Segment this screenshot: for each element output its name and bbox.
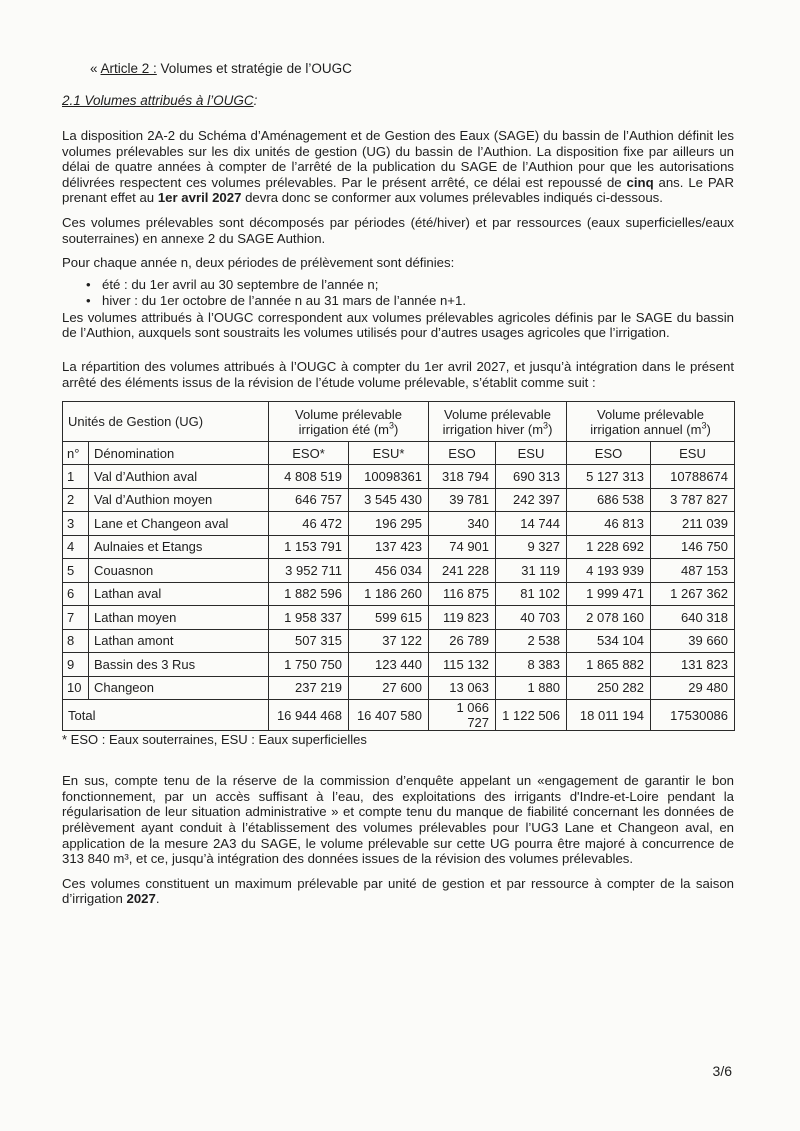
row-value: 1 750 750 xyxy=(269,653,349,677)
subheader-cell: ESU xyxy=(651,442,735,465)
table-row xyxy=(63,653,735,677)
paragraph-1 xyxy=(62,128,734,206)
row-name: Lathan moyen xyxy=(89,606,269,630)
subheader-cell: ESU* xyxy=(349,442,429,465)
total-cell: 16 407 580 xyxy=(349,700,429,731)
row-value: 123 440 xyxy=(349,653,429,677)
row-value: 137 423 xyxy=(349,535,429,559)
table-row xyxy=(63,606,735,630)
row-value: 8 383 xyxy=(496,653,567,677)
row-number: 3 xyxy=(63,512,89,536)
table-row xyxy=(63,488,735,512)
section-title-suffix: : xyxy=(253,93,258,108)
row-value: 1 228 692 xyxy=(567,535,651,559)
paragraph-4: Les volumes attribués à l’OUGC correspondent aux volumes prélevables agricoles définis par le SAGE du bassin de l’Authion, auxquels sont soustraits les volumes utilisés pour d’autres usages agricoles que l’irrigation. xyxy=(62,309,734,341)
subheader-cell: ESO xyxy=(567,442,651,465)
row-value: 46 472 xyxy=(269,512,349,536)
row-value: 1 882 596 xyxy=(269,582,349,606)
row-name: Couasnon xyxy=(89,559,269,583)
p1-e: devra donc se conformer aux volumes prélevables indiqués ci-dessous. xyxy=(241,190,663,206)
row-value: 534 104 xyxy=(567,629,651,653)
row-value: 640 318 xyxy=(651,606,735,630)
section-title-text: 2.1 Volumes attribués à l’OUGC xyxy=(62,93,254,108)
total-cell: 16 944 468 xyxy=(269,700,349,731)
total-cell: 1 066 727 xyxy=(429,700,496,731)
row-value: 74 901 xyxy=(429,535,496,559)
subheader-cell: ESO xyxy=(429,442,496,465)
paragraph-2: Ces volumes prélevables sont décomposés par périodes (été/hiver) et par ressources (eaux superficielles/eaux souterraines) en annexe 2 du SAGE Authion. xyxy=(62,214,734,246)
row-value: 31 119 xyxy=(496,559,567,583)
row-value: 690 313 xyxy=(496,465,567,489)
row-value: 10098361 xyxy=(349,465,429,489)
row-name: Lane et Changeon aval xyxy=(89,512,269,536)
row-name: Lathan aval xyxy=(89,582,269,606)
row-value: 646 757 xyxy=(269,488,349,512)
document-page xyxy=(62,60,734,907)
row-value: 26 789 xyxy=(429,629,496,653)
header-hiver: Volume prélevable irrigation hiver $(m^3)$ xyxy=(429,402,567,442)
row-value: 119 823 xyxy=(429,606,496,630)
row-value: 318 794 xyxy=(429,465,496,489)
row-value: 37 122 xyxy=(349,629,429,653)
list-item: • été : du 1er avril au 30 septembre de l’année n; xyxy=(62,277,734,293)
total-label: Total xyxy=(63,700,269,731)
row-value: 2 538 xyxy=(496,629,567,653)
table-row xyxy=(63,629,735,653)
row-value: 39 660 xyxy=(651,629,735,653)
row-value: 1 267 362 xyxy=(651,582,735,606)
period-list xyxy=(62,277,734,309)
table-row xyxy=(63,582,735,606)
p1-b: cinq xyxy=(626,174,654,190)
table-row xyxy=(63,559,735,583)
row-value: 1 999 471 xyxy=(567,582,651,606)
total-cell: 18 011 194 xyxy=(567,700,651,731)
row-value: 507 315 xyxy=(269,629,349,653)
table-row xyxy=(63,512,735,536)
row-value: 14 744 xyxy=(496,512,567,536)
p7-a: Ces volumes constituent un maximum prélevable par unité de gestion et par ressource à compter de la saison d’irrigation xyxy=(62,875,734,907)
row-number: 4 xyxy=(63,535,89,559)
article-number: Article 2 : xyxy=(100,61,157,76)
page-number: 3/6 xyxy=(712,1063,732,1079)
volumes-table xyxy=(62,401,735,731)
header-ug: Unités de Gestion (UG) xyxy=(63,402,269,442)
row-value: 1 865 882 xyxy=(567,653,651,677)
row-name: Bassin des 3 Rus xyxy=(89,653,269,677)
row-value: 131 823 xyxy=(651,653,735,677)
row-value: 487 153 xyxy=(651,559,735,583)
list-item: • hiver : du 1er octobre de l’année n au 31 mars de l’année n+1. xyxy=(62,293,734,309)
article-title xyxy=(90,60,734,78)
table-row xyxy=(63,535,735,559)
row-value: 29 480 xyxy=(651,676,735,700)
paragraph-6: En sus, compte tenu de la réserve de la commission d’enquête appelant un «engagement de garantir le bon fonctionnement, par un accès suffisant à l’eau, des exploitations des irrigants d'Indre-et-Loire pendant la régularisation de leur situation administrative » et compte tenu du manque de fiabilité concernant les données de prélèvement ayant conduit à l’établissement des volumes prélevables pour l’UG3 Lane et Changeon aval, en application de la mesure 2A3 du SAGE, le volume prélevable sur cette UG pourra être majoré à concurrence de 313 840 m³, et ce, jusqu’à intégration des données issues de la révision des volumes prélevables. xyxy=(62,773,734,867)
row-value: 1 153 791 xyxy=(269,535,349,559)
row-value: 4 808 519 xyxy=(269,465,349,489)
row-value: 242 397 xyxy=(496,488,567,512)
row-value: 13 063 xyxy=(429,676,496,700)
row-value: 27 600 xyxy=(349,676,429,700)
row-name: Changeon xyxy=(89,676,269,700)
row-value: 39 781 xyxy=(429,488,496,512)
table-row xyxy=(63,676,735,700)
p7-b: 2027 xyxy=(126,891,156,907)
paragraph-7 xyxy=(62,876,734,907)
row-value: 46 813 xyxy=(567,512,651,536)
paragraph-5: La répartition des volumes attribués à l’OUGC à compter du 1er avril 2027, et jusqu’à intégration dans le présent arrêté des éléments issus de la révision de l’étude volume prélevable, s’établit comme suit : xyxy=(62,358,734,390)
row-value: 81 102 xyxy=(496,582,567,606)
row-name: Lathan amont xyxy=(89,629,269,653)
row-value: 340 xyxy=(429,512,496,536)
table-header-row xyxy=(63,402,735,442)
row-value: 5 127 313 xyxy=(567,465,651,489)
row-value: 1 958 337 xyxy=(269,606,349,630)
p1-d: 1er avril 2027 xyxy=(157,190,242,206)
article-quote: « xyxy=(90,61,101,76)
row-value: 40 703 xyxy=(496,606,567,630)
total-cell: 1 122 506 xyxy=(496,700,567,731)
row-value: 211 039 xyxy=(651,512,735,536)
row-value: 3 787 827 xyxy=(651,488,735,512)
row-value: 3 952 711 xyxy=(269,559,349,583)
subheader-cell: Dénomination xyxy=(89,442,269,465)
row-value: 10788674 xyxy=(651,465,735,489)
row-number: 8 xyxy=(63,629,89,653)
total-cell: 17530086 xyxy=(651,700,735,731)
table-subheader-row xyxy=(63,442,735,465)
row-value: 196 295 xyxy=(349,512,429,536)
section-title xyxy=(62,92,734,110)
row-value: 146 750 xyxy=(651,535,735,559)
row-number: 7 xyxy=(63,606,89,630)
row-value: 115 132 xyxy=(429,653,496,677)
subheader-cell: ESU xyxy=(496,442,567,465)
row-value: 686 538 xyxy=(567,488,651,512)
row-value: 456 034 xyxy=(349,559,429,583)
row-number: 5 xyxy=(63,559,89,583)
row-value: 1 186 260 xyxy=(349,582,429,606)
row-value: 2 078 160 xyxy=(567,606,651,630)
row-number: 9 xyxy=(63,653,89,677)
p1-a: La disposition 2A-2 du Schéma d’Aménagement et de Gestion des Eaux (SAGE) du bassin de l’Authion définit les volumes prélevables sur les dix unités de gestion (UG) du bassin de l’Authion. La disposition fixe par ailleurs un délai de quatre années à compter de l’arrêté de la publication du SAGE de l’Authion pour que les autorisations délivrées respectent ces volumes prélevables. Par le présent arrêté, ce délai est repoussé de xyxy=(62,128,734,190)
header-annuel: Volume prélevable irrigation annuel $(m^3)$ xyxy=(567,402,735,442)
article-title-text: Volumes et stratégie de l’OUGC xyxy=(156,61,352,76)
row-name: Val d’Authion aval xyxy=(89,465,269,489)
row-value: 3 545 430 xyxy=(349,488,429,512)
row-number: 10 xyxy=(63,676,89,700)
paragraph-3: Pour chaque année n, deux périodes de prélèvement sont définies: xyxy=(62,255,455,271)
p1-c: ans. Le PAR prenant effet au xyxy=(62,174,734,206)
table-row xyxy=(63,465,735,489)
subheader-cell: n° xyxy=(63,442,89,465)
p7-c: . xyxy=(155,891,160,907)
row-value: 241 228 xyxy=(429,559,496,583)
row-number: 1 xyxy=(63,465,89,489)
row-number: 2 xyxy=(63,488,89,512)
subheader-cell: ESO* xyxy=(269,442,349,465)
row-value: 1 880 xyxy=(496,676,567,700)
table-footnote: * ESO : Eaux souterraines, ESU : Eaux superficielles xyxy=(62,732,367,748)
row-value: 250 282 xyxy=(567,676,651,700)
row-number: 6 xyxy=(63,582,89,606)
row-value: 9 327 xyxy=(496,535,567,559)
table-total-row xyxy=(63,700,735,731)
row-value: 599 615 xyxy=(349,606,429,630)
row-name: Val d’Authion moyen xyxy=(89,488,269,512)
row-value: 4 193 939 xyxy=(567,559,651,583)
row-value: 237 219 xyxy=(269,676,349,700)
row-name: Aulnaies et Etangs xyxy=(89,535,269,559)
header-ete: Volume prélevable irrigation été $(m^3)$ xyxy=(269,402,429,442)
row-value: 116 875 xyxy=(429,582,496,606)
